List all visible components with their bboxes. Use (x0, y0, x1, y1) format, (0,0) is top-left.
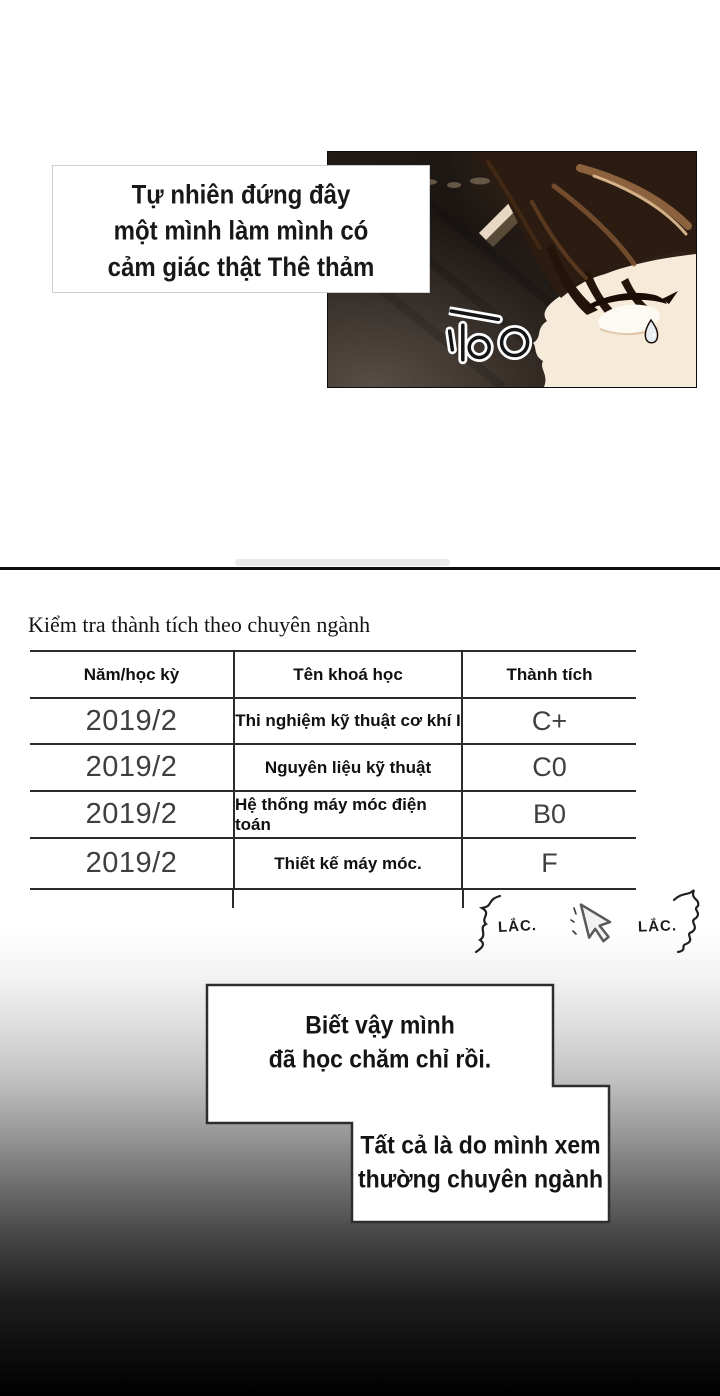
table-column-line-extension (232, 888, 234, 908)
course-cell: Nguyên liệu kỹ thuật (233, 745, 463, 792)
grade-cell: C+ (463, 699, 636, 745)
shake-sfx-right: LẮC. (637, 917, 678, 936)
grade-cell: F (463, 839, 636, 890)
term-cell: 2019/2 (30, 792, 233, 839)
speech-line: Tự nhiên đứng đây (131, 180, 351, 210)
grade-cell: B0 (463, 792, 636, 839)
speech-line: thường chuyên ngành (357, 1164, 604, 1193)
speech-bubble-top (52, 165, 430, 293)
term-cell: 2019/2 (30, 699, 233, 745)
speech-line: Tất cả là do mình xem (360, 1130, 601, 1159)
sniffle-sfx-icon (439, 291, 540, 385)
speech-line: một mình làm mình có (113, 216, 369, 247)
table-column-line-extension (462, 888, 464, 908)
speech-bubble-bottom-2-text (352, 1128, 609, 1196)
divider-smudge (235, 559, 450, 566)
col-header-grade: Thành tích (463, 652, 636, 699)
speech-bubble-top-text (53, 177, 429, 286)
col-header-course: Tên khoá học (233, 652, 463, 699)
speech-line: đã học chăm chỉ rồi. (268, 1044, 492, 1073)
col-header-term: Năm/học kỳ (30, 652, 233, 699)
section-divider (0, 567, 720, 570)
course-cell: Thi nghiệm kỹ thuật cơ khí I (233, 699, 463, 745)
grade-cell: C0 (463, 745, 636, 792)
speech-line: cảm giác thật Thê thảm (107, 252, 375, 283)
term-cell: 2019/2 (30, 839, 233, 890)
speech-line: Biết vậy mình (305, 1010, 455, 1039)
grades-table (30, 650, 636, 890)
course-cell: Hệ thống máy móc điện toán (233, 792, 463, 839)
scribble-right-icon (668, 888, 702, 954)
shake-sfx-left: LẮC. (497, 916, 538, 937)
speech-bubble-bottom-1-text (207, 1008, 553, 1076)
term-cell: 2019/2 (30, 745, 233, 792)
course-cell: Thiết kế máy móc. (233, 839, 463, 890)
grades-title: Kiểm tra thành tích theo chuyên ngành (28, 612, 371, 637)
mouse-cursor-icon (566, 896, 622, 952)
